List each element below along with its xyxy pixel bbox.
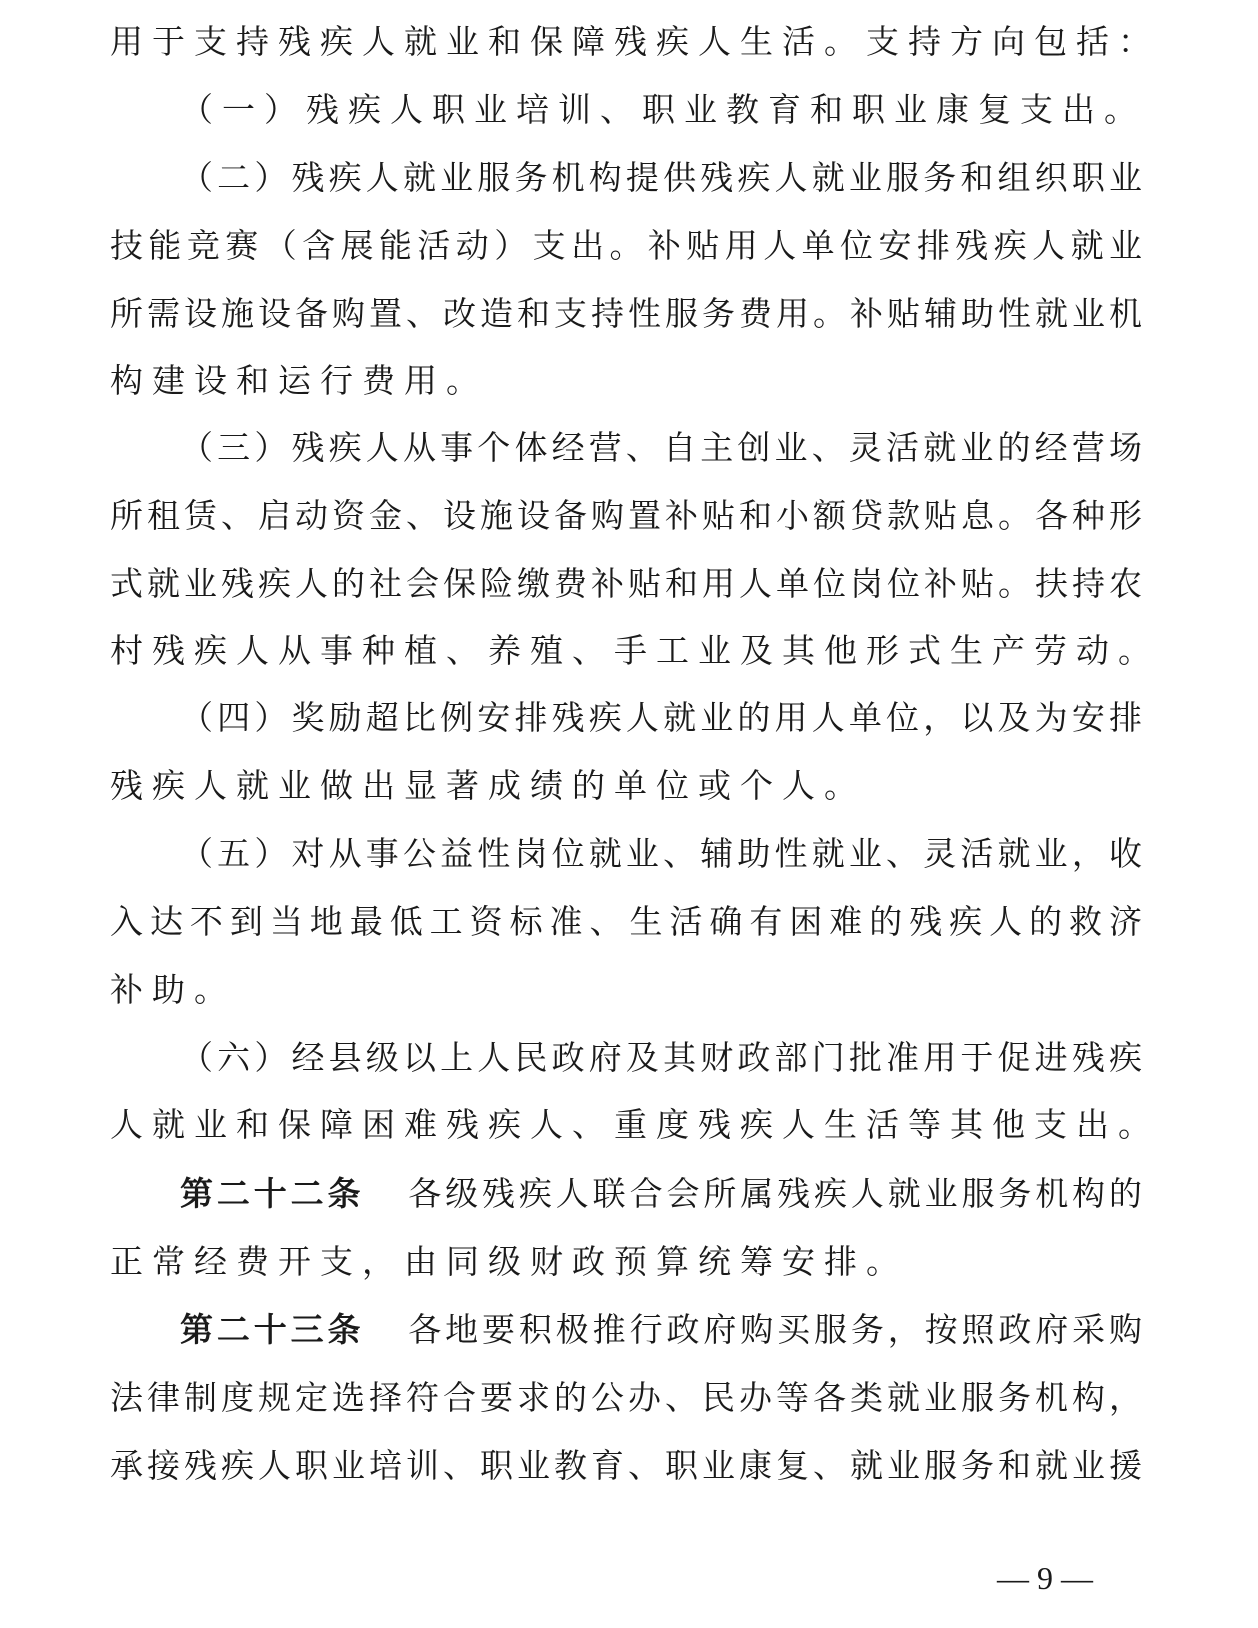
article-23-text: 各地要积极推行政府购买服务，按照政府采购 [404,1310,1143,1349]
text-line-7: （三）残疾人从事个体经营、自主创业、灵活就业的经营场 [180,428,1142,467]
article-23-second-line: 法律制度规定选择符合要求的公办、民办等各类就业服务机构， [110,1378,1142,1417]
text-line-3: （二）残疾人就业服务机构提供残疾人就业服务和组织职业 [180,158,1142,197]
text-line-1: 用于支持残疾人就业和保障残疾人生活。支持方向包括： [110,22,1160,61]
article-22-first-line [180,1166,1142,1222]
article-22-second-line: 正常经费开支，由同级财政预算统筹安排。 [110,1242,908,1281]
text-line-10: 村残疾人从事种植、养殖、手工业及其他形式生产劳动。 [110,631,1160,670]
text-line-17: 人就业和保障困难残疾人、重度残疾人生活等其他支出。 [110,1105,1160,1144]
text-line-5: 所需设施设备购置、改造和支持性服务费用。补贴辅助性就业机 [110,294,1142,333]
article-22-text: 各级残疾人联合会所属残疾人就业服务机构的 [404,1174,1143,1213]
article-22-heading: 第二十二条 [180,1174,365,1213]
text-line-2: （一）残疾人职业培训、职业教育和职业康复支出。 [180,90,1146,129]
text-line-11: （四）奖励超比例安排残疾人就业的用人单位，以及为安排 [180,698,1142,737]
article-23-third-line: 承接残疾人职业培训、职业教育、职业康复、就业服务和就业援 [110,1446,1142,1485]
text-line-4: 技能竞赛（含展能活动）支出。补贴用人单位安排残疾人就业 [110,226,1142,265]
text-line-12: 残疾人就业做出显著成绩的单位或个人。 [110,766,866,805]
article-23-first-line [180,1302,1142,1358]
text-line-9: 式就业残疾人的社会保险缴费补贴和用人单位岗位补贴。扶持农 [110,564,1142,603]
article-23-heading: 第二十三条 [180,1310,365,1349]
text-line-14: 入达不到当地最低工资标准、生活确有困难的残疾人的救济 [110,902,1142,941]
text-line-15: 补助。 [110,970,236,1009]
text-line-8: 所租赁、启动资金、设施设备购置补贴和小额贷款贴息。各种形 [110,496,1142,535]
page-number: — 9 — [997,1560,1093,1596]
text-line-6: 构建设和运行费用。 [110,361,488,400]
text-line-16: （六）经县级以上人民政府及其财政部门批准用于促进残疾 [180,1038,1142,1077]
text-line-13: （五）对从事公益性岗位就业、辅助性就业、灵活就业，收 [180,834,1142,873]
